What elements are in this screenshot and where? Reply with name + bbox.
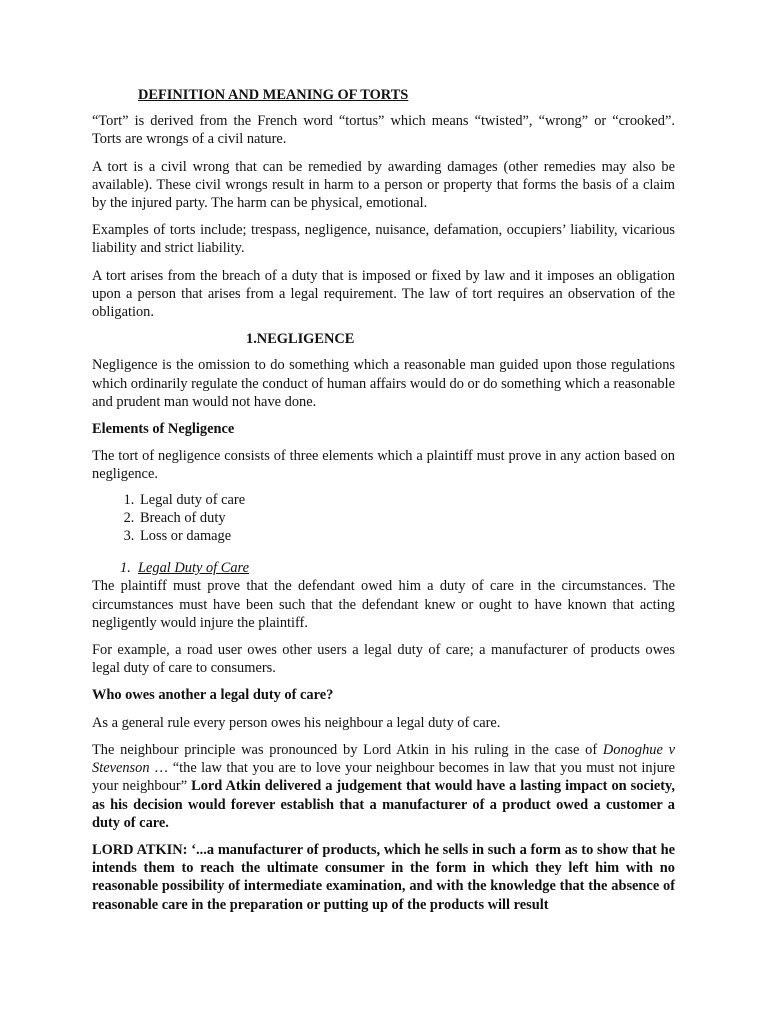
intro-paragraph-4: A tort arises from the breach of a duty that is imposed or fixed by law and it imposes an obligation upon a person that arises from a legal requirement. The law of tort requires an observation of the obligation. <box>92 267 675 321</box>
list-item: 1. Legal duty of care <box>138 491 675 509</box>
section-number: 1. <box>246 331 257 348</box>
neighbour-bold-text: Lord Atkin delivered a judgement that would have a lasting impact on society, as his decision would forever establish that a manufacturer of a product owed a customer a duty of care. <box>92 778 676 831</box>
document-title: DEFINITION AND MEANING OF TORTS <box>138 87 409 103</box>
section-title: NEGLIGENCE <box>256 331 355 348</box>
general-rule-paragraph: As a general rule every person owes his neighbour a legal duty of care. <box>92 714 501 731</box>
neighbour-quote: … “the law that you are to love your neighbour becomes in law that you must not injure your neighbour” <box>92 760 675 795</box>
neighbour-principle-paragraph <box>92 741 675 832</box>
elements-intro: The tort of negligence consists of three elements which a plaintiff must prove in any action based on negligence. <box>92 448 675 483</box>
list-item: 3. Loss or damage <box>138 527 675 545</box>
who-owes-heading: Who owes another a legal duty of care? <box>92 687 334 704</box>
document-page <box>92 86 675 923</box>
elements-list <box>92 491 675 546</box>
elements-heading: Elements of Negligence <box>92 421 235 438</box>
duty-paragraph-2: For example, a road user owes other users a legal duty of care; a manufacturer of products owes legal duty of care to consumers. <box>92 642 675 677</box>
list-item: 2. Breach of duty <box>138 509 675 527</box>
section-heading-negligence <box>246 330 675 348</box>
subsection-title: Legal Duty of Care <box>138 560 249 577</box>
duty-paragraph-1: The plaintiff must prove that the defendant owed him a duty of care in the circumstances. The circumstances must have been such that the defendant knew or ought to have known that acting negligently would injure the plaintiff. <box>92 578 675 631</box>
intro-paragraph-3: Examples of torts include; trespass, negligence, nuisance, defamation, occupiers’ liability, vicarious liability and strict liability. <box>92 222 675 257</box>
neighbour-intro: The neighbour principle was pronounced by Lord Atkin in his ruling in the case of <box>92 741 603 758</box>
lord-atkin-quote: LORD ATKIN: ‘...a manufacturer of products, which he sells in such a form as to show that he intends them to reach the ultimate consumer in the form in which they left him with no reasonable possibility of intermediate examination, and with the knowledge that the absence of reasonable care in the preparation or putting up of the products will result <box>92 841 675 913</box>
subsection-heading-duty-of-care <box>92 559 675 577</box>
intro-paragraph-1: “Tort” is derived from the French word “tortus” which means “twisted”, “wrong” or “crooked”. Torts are wrongs of a civil nature. <box>92 113 675 148</box>
intro-paragraph-2: A tort is a civil wrong that can be remedied by awarding damages (other remedies may also be available). These civil wrongs result in harm to a person or property that forms the basis of a claim by the injured party. The harm can be physical, emotional. <box>92 158 675 212</box>
case-name: Donoghue v Stevenson <box>92 741 675 777</box>
subsection-number: 1. <box>120 560 131 577</box>
negligence-definition: Negligence is the omission to do something which a reasonable man guided upon those regulations which ordinarily regulate the conduct of human affairs would do or do something which a reasonable and prudent man would not have done. <box>92 357 675 410</box>
